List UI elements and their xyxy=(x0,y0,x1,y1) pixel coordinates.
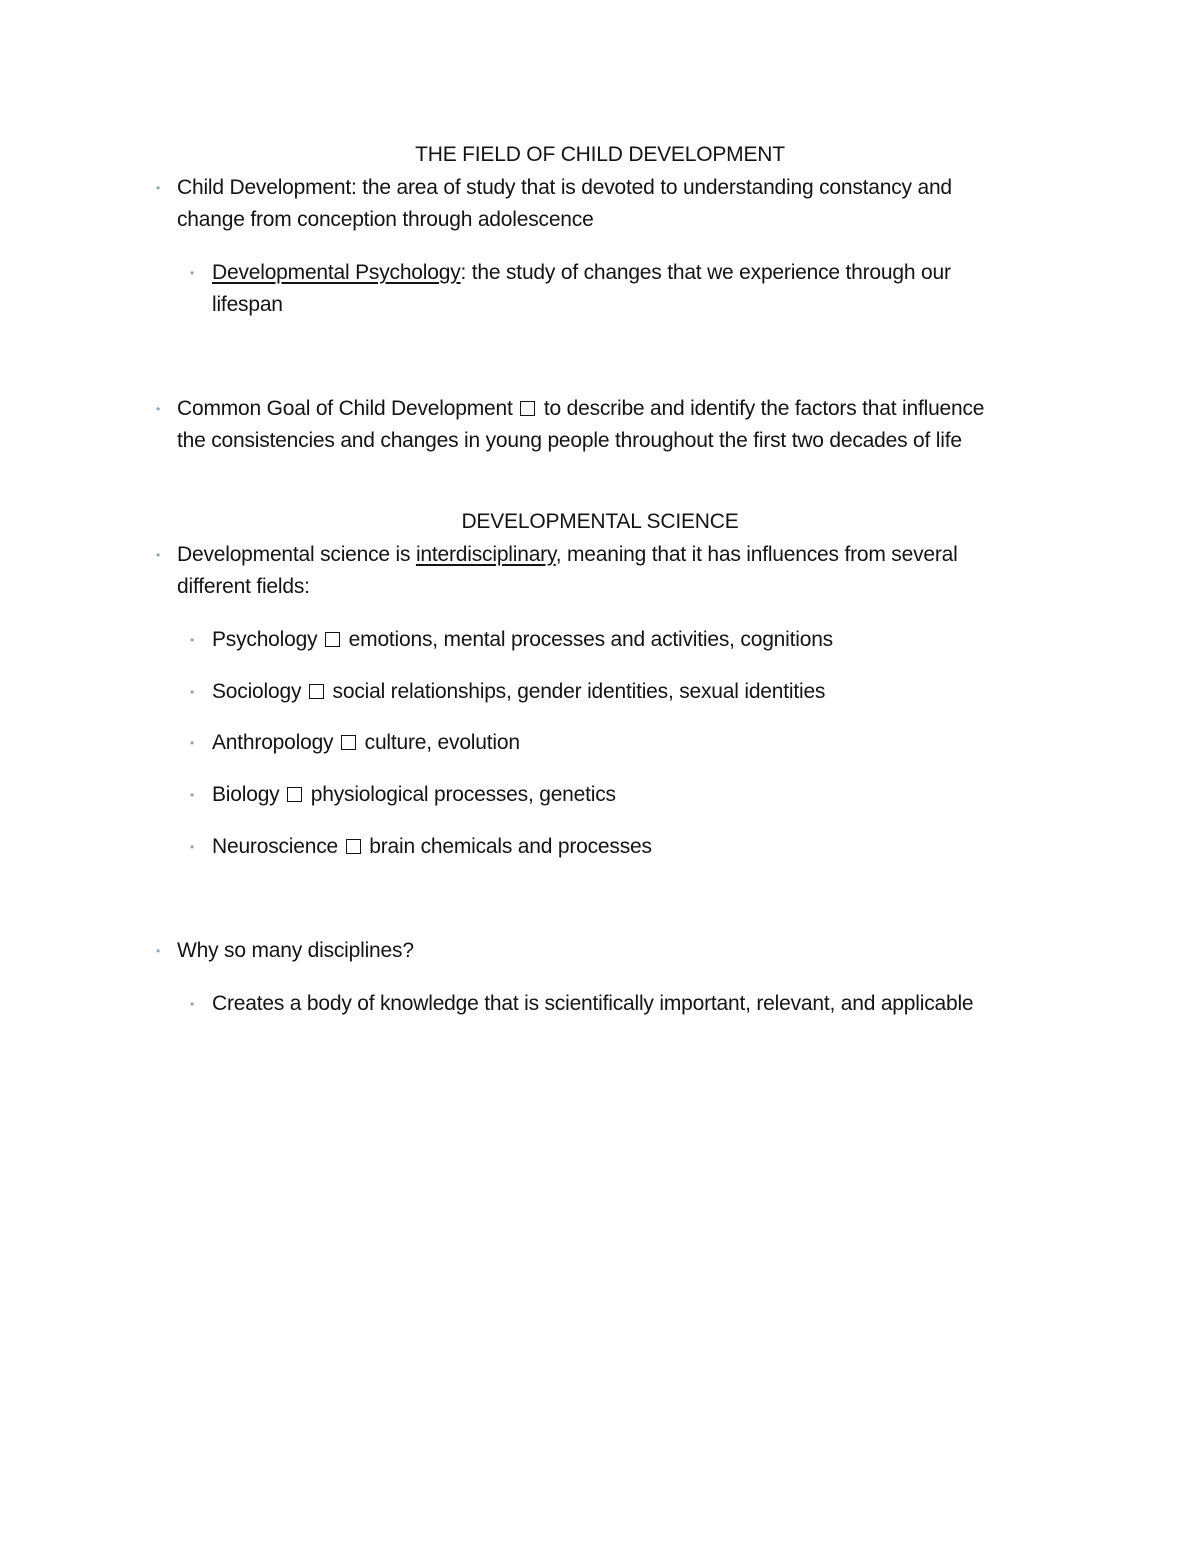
term-developmental-psychology: Developmental Psychology xyxy=(212,261,461,284)
field-name: Biology xyxy=(212,783,280,806)
term-interdisciplinary: interdisciplinary xyxy=(415,543,556,566)
field-description: physiological processes, genetics xyxy=(310,783,616,806)
definition-continuation: lifespan xyxy=(212,293,283,316)
list-item-why-answer: Creates a body of knowledge that is scientifically important, relevant, and applicable xyxy=(212,992,974,1015)
field-name: Sociology xyxy=(212,680,302,703)
definition-text: : the area of study that is devoted to understanding constancy and xyxy=(351,176,952,199)
field-description: emotions, mental processes and activities, cognitions xyxy=(348,628,833,651)
bullet-icon: • xyxy=(156,944,161,958)
field-name: Psychology xyxy=(212,628,318,651)
intro-text-rest: , meaning that it has influences from several xyxy=(555,543,958,566)
intro-continuation: different fields: xyxy=(177,575,310,598)
bullet-icon: • xyxy=(156,181,161,195)
list-item-field-psychology xyxy=(212,624,833,656)
checkbox-square-icon xyxy=(325,632,340,647)
term-child-development: Child Development xyxy=(177,176,352,199)
bullet-icon: • xyxy=(190,997,195,1011)
list-item-field-anthropology xyxy=(212,727,520,759)
bullet-icon: • xyxy=(190,788,195,802)
list-item-field-neuroscience xyxy=(212,831,652,863)
field-description: social relationships, gender identities, sexual identities xyxy=(332,680,826,703)
field-description: brain chemicals and processes xyxy=(369,835,652,858)
heading-developmental-science: DEVELOPMENTAL SCIENCE xyxy=(461,510,739,533)
bullet-icon: • xyxy=(156,402,161,416)
bullet-icon: • xyxy=(190,266,195,280)
checkbox-square-icon xyxy=(341,735,356,750)
intro-text: Developmental science is xyxy=(177,543,416,566)
field-description: culture, evolution xyxy=(364,731,520,754)
definition-continuation: the consistencies and changes in young people throughout the first two decades of life xyxy=(177,429,962,452)
list-item-developmental-science-intro xyxy=(177,539,958,603)
bullet-icon: • xyxy=(190,840,195,854)
bullet-icon: • xyxy=(190,633,195,647)
bullet-icon: • xyxy=(190,736,195,750)
list-item-common-goal xyxy=(177,393,984,457)
list-item-field-biology xyxy=(212,779,616,811)
list-item-child-development xyxy=(177,172,952,236)
heading-field-of-child-development: THE FIELD OF CHILD DEVELOPMENT xyxy=(415,143,785,166)
bullet-icon: • xyxy=(156,548,161,562)
checkbox-square-icon xyxy=(309,684,324,699)
term-common-goal: Common Goal of Child Development xyxy=(177,397,513,420)
checkbox-square-icon xyxy=(346,839,361,854)
list-item-field-sociology xyxy=(212,676,825,708)
definition-text: to describe and identify the factors that influence xyxy=(543,397,985,420)
field-name: Anthropology xyxy=(212,731,334,754)
list-item-why-disciplines: Why so many disciplines? xyxy=(177,939,414,962)
checkbox-square-icon xyxy=(520,401,535,416)
definition-text: : the study of changes that we experience through our xyxy=(460,261,951,284)
definition-continuation: change from conception through adolescence xyxy=(177,208,594,231)
field-name: Neuroscience xyxy=(212,835,338,858)
checkbox-square-icon xyxy=(287,787,302,802)
bullet-icon: • xyxy=(190,685,195,699)
list-item-developmental-psychology xyxy=(212,257,951,321)
